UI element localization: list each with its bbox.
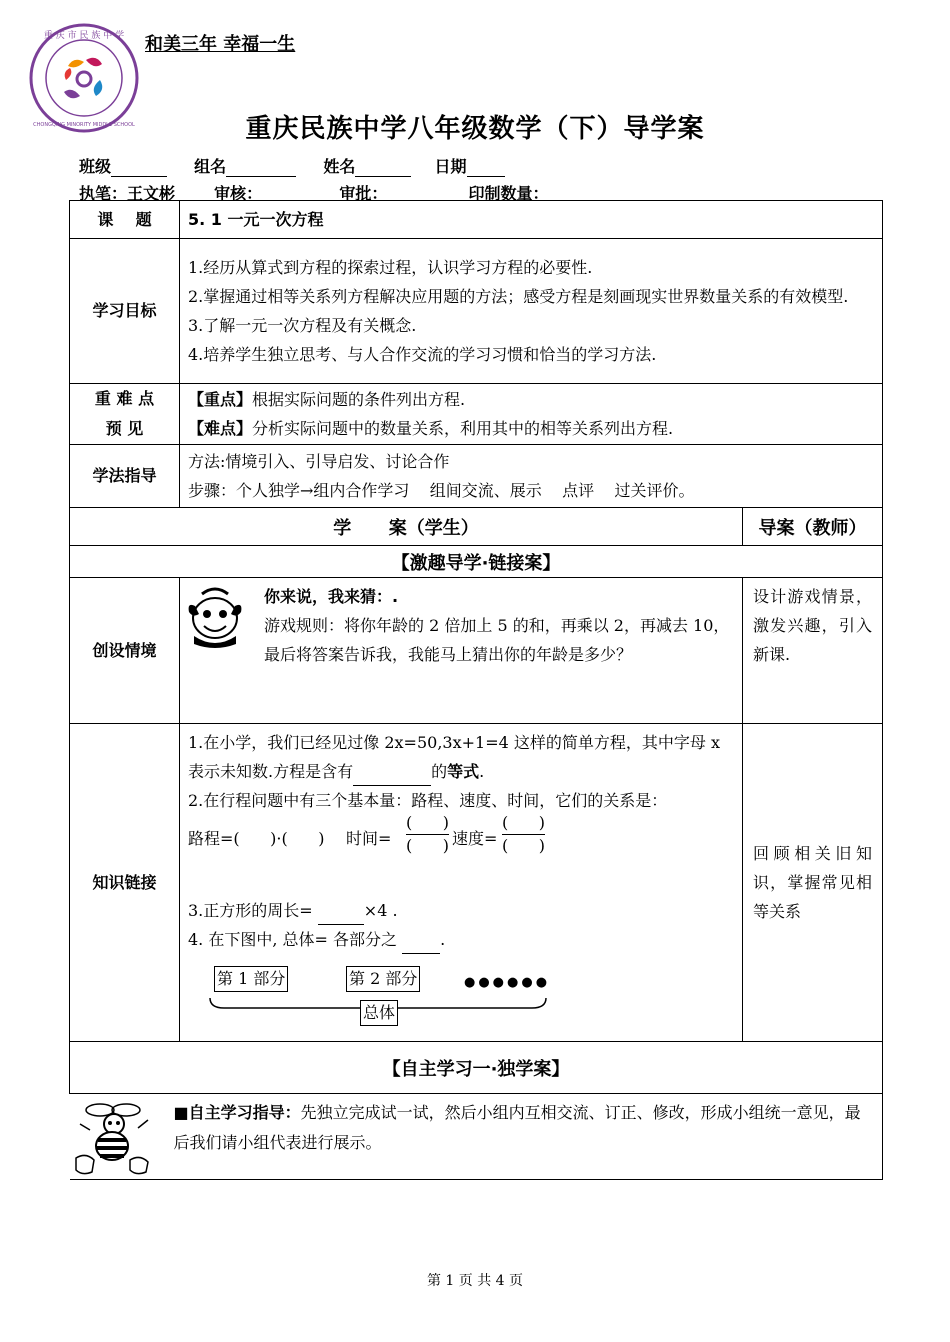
speed-denominator[interactable]: ( ) bbox=[502, 836, 545, 855]
knowledge-q1 bbox=[188, 728, 734, 786]
approver: 审批： bbox=[339, 184, 388, 203]
q1-text: 1.在小学，我们已经见过像 2x=50,3x+1=4 这样的简单方程，其中字母 x 表示未知数.方程是含有 bbox=[188, 733, 720, 781]
self-study-tag: ■自主学习指导： bbox=[173, 1103, 301, 1122]
knowledge-q4 bbox=[188, 925, 445, 954]
goals-content bbox=[180, 239, 883, 384]
speed-fraction bbox=[502, 812, 545, 857]
knowledge-q3 bbox=[188, 896, 398, 925]
self-study-text: 先独立完成试一试，然后小组内互相交流、订正、修改，形成小组统一意见，最后我们请小组代表进行展示。 bbox=[173, 1103, 861, 1152]
key-text: 根据实际问题的条件列出方程. bbox=[252, 390, 466, 409]
row-section-2 bbox=[70, 1042, 883, 1094]
row-knowledge bbox=[70, 724, 883, 1042]
part-1-box: 第 1 部分 bbox=[214, 966, 288, 992]
row-topic bbox=[70, 201, 883, 239]
method-line-2: 步骤：个人独学→组内合作学习 组间交流、展示 点评 过关评价。 bbox=[188, 481, 695, 500]
key-points-content bbox=[180, 384, 883, 445]
svg-text:CHONGQING MINORITY MIDDLE SCHO: CHONGQING MINORITY MIDDLE SCHOOL bbox=[33, 122, 135, 128]
ellipsis-dots: ●●●●●● bbox=[464, 975, 551, 990]
time-denominator[interactable]: ( ) bbox=[406, 836, 449, 855]
row-method bbox=[70, 445, 883, 508]
row-self-study bbox=[70, 1094, 883, 1180]
self-study-content bbox=[70, 1094, 883, 1180]
row-column-headers bbox=[70, 508, 883, 546]
q3-blank[interactable] bbox=[318, 908, 364, 925]
scenario-label: 创设情境 bbox=[70, 578, 180, 724]
section-title-self-study: 【自主学习一·独学案】 bbox=[70, 1042, 883, 1094]
school-motto: 和美三年 幸福一生 bbox=[145, 34, 296, 55]
knowledge-teacher-note: 回顾相关旧知识，掌握常见相等关系 bbox=[743, 724, 883, 1042]
knowledge-q2: 2.在行程问题中有三个基本量：路程、速度、时间，它们的关系是： bbox=[188, 791, 668, 810]
formula-time-label: 时间= bbox=[346, 829, 392, 848]
time-fraction bbox=[406, 812, 449, 857]
key-points-label bbox=[70, 384, 180, 445]
q4-text: 4. 在下图中, 总体= 各部分之 bbox=[188, 930, 398, 949]
group-label: 组名 bbox=[194, 157, 227, 176]
name-blank[interactable] bbox=[355, 160, 411, 177]
q1-bold: 等式 bbox=[447, 762, 480, 781]
q3-text-2: ×4 . bbox=[363, 901, 398, 920]
topic-value: 5. 1 一元一次方程 bbox=[180, 201, 883, 239]
teacher-column-header: 导案（教师） bbox=[743, 508, 883, 546]
cartoon-bee-icon bbox=[70, 1098, 162, 1176]
total-box: 总体 bbox=[360, 1000, 398, 1026]
method-line-1: 方法:情境引入、引导启发、讨论合作 bbox=[188, 452, 450, 471]
scenario-heading: 你来说，我来猜：. bbox=[264, 587, 399, 606]
class-blank[interactable] bbox=[111, 160, 167, 177]
difficult-text: 分析实际问题中的数量关系，利用其中的相等关系列出方程. bbox=[252, 419, 674, 438]
page-title: 重庆民族中学八年级数学（下）导学案 bbox=[245, 114, 705, 144]
q3-text: 3.正方形的周长= bbox=[188, 901, 313, 920]
study-plan-table bbox=[69, 200, 883, 1180]
date-blank[interactable] bbox=[467, 160, 505, 177]
formula-speed-label: 速度= bbox=[452, 829, 498, 848]
reviewer: 审核： bbox=[214, 184, 263, 203]
topic-label: 课 题 bbox=[70, 201, 180, 239]
student-column-header: 学 案（学生） bbox=[70, 508, 743, 546]
goal-item: 1.经历从算式到方程的探索过程，认识学习方程的必要性. bbox=[188, 258, 593, 277]
formula-distance: 路程=( )·( ) bbox=[188, 829, 325, 848]
method-content bbox=[180, 445, 883, 508]
scenario-content bbox=[180, 578, 743, 724]
knowledge-label: 知识链接 bbox=[70, 724, 180, 1042]
q4-blank[interactable] bbox=[402, 937, 440, 954]
scenario-teacher-note: 设计游戏情景，激发兴趣，引入新课. bbox=[743, 578, 883, 724]
row-goals bbox=[70, 239, 883, 384]
cartoon-sheep-icon bbox=[186, 586, 244, 648]
class-label: 班级 bbox=[79, 157, 112, 176]
self-study-guide bbox=[70, 1094, 883, 1158]
q1-text-2: 的 bbox=[431, 762, 448, 781]
scenario-rule: 游戏规则：将你年龄的 2 倍加上 5 的和，再乘以 2，再减去 10，最后将答案告诉我，我能马上猜出你的年龄是多少？ bbox=[264, 616, 730, 664]
goal-item: 3.了解一元一次方程及有关概念. bbox=[188, 316, 417, 335]
goals-label: 学习目标 bbox=[70, 239, 180, 384]
group-blank[interactable] bbox=[226, 160, 296, 177]
row-key-points bbox=[70, 384, 883, 445]
svg-text:重 庆 市 民 族 中 学: 重 庆 市 民 族 中 学 bbox=[43, 31, 125, 41]
author: 执笔：王文彬 bbox=[79, 184, 176, 203]
time-numerator[interactable]: ( ) bbox=[406, 812, 449, 835]
part-2-box: 第 2 部分 bbox=[346, 966, 420, 992]
section-title-link: 【激趣导学·链接案】 bbox=[70, 546, 883, 578]
speed-numerator[interactable]: ( ) bbox=[502, 812, 545, 835]
key-points-label-1: 重 难 点 bbox=[94, 389, 155, 408]
key-points-label-2: 预 见 bbox=[105, 419, 144, 438]
q1-end: . bbox=[479, 762, 485, 781]
method-label: 学法指导 bbox=[70, 445, 180, 508]
q4-end: . bbox=[440, 930, 446, 949]
goal-item: 2.掌握通过相等关系列方程解决应用题的方法；感受方程是刻画现实世界数量关系的有效模型. bbox=[188, 287, 849, 306]
knowledge-content bbox=[180, 724, 743, 1042]
page-footer: 第 1 页 共 4 页 bbox=[426, 1273, 524, 1289]
date-label: 日期 bbox=[434, 157, 467, 176]
row-scenario bbox=[70, 578, 883, 724]
name-label: 姓名 bbox=[323, 157, 356, 176]
q1-blank[interactable] bbox=[353, 769, 431, 786]
goal-item: 4.培养学生独立思考、与人合作交流的学习习惯和恰当的学习方法. bbox=[188, 345, 657, 364]
copies: 印制数量： bbox=[468, 184, 549, 203]
row-section-1 bbox=[70, 546, 883, 578]
difficult-tag: 【难点】 bbox=[188, 419, 253, 438]
info-line-1 bbox=[79, 154, 505, 177]
key-tag: 【重点】 bbox=[188, 390, 253, 409]
